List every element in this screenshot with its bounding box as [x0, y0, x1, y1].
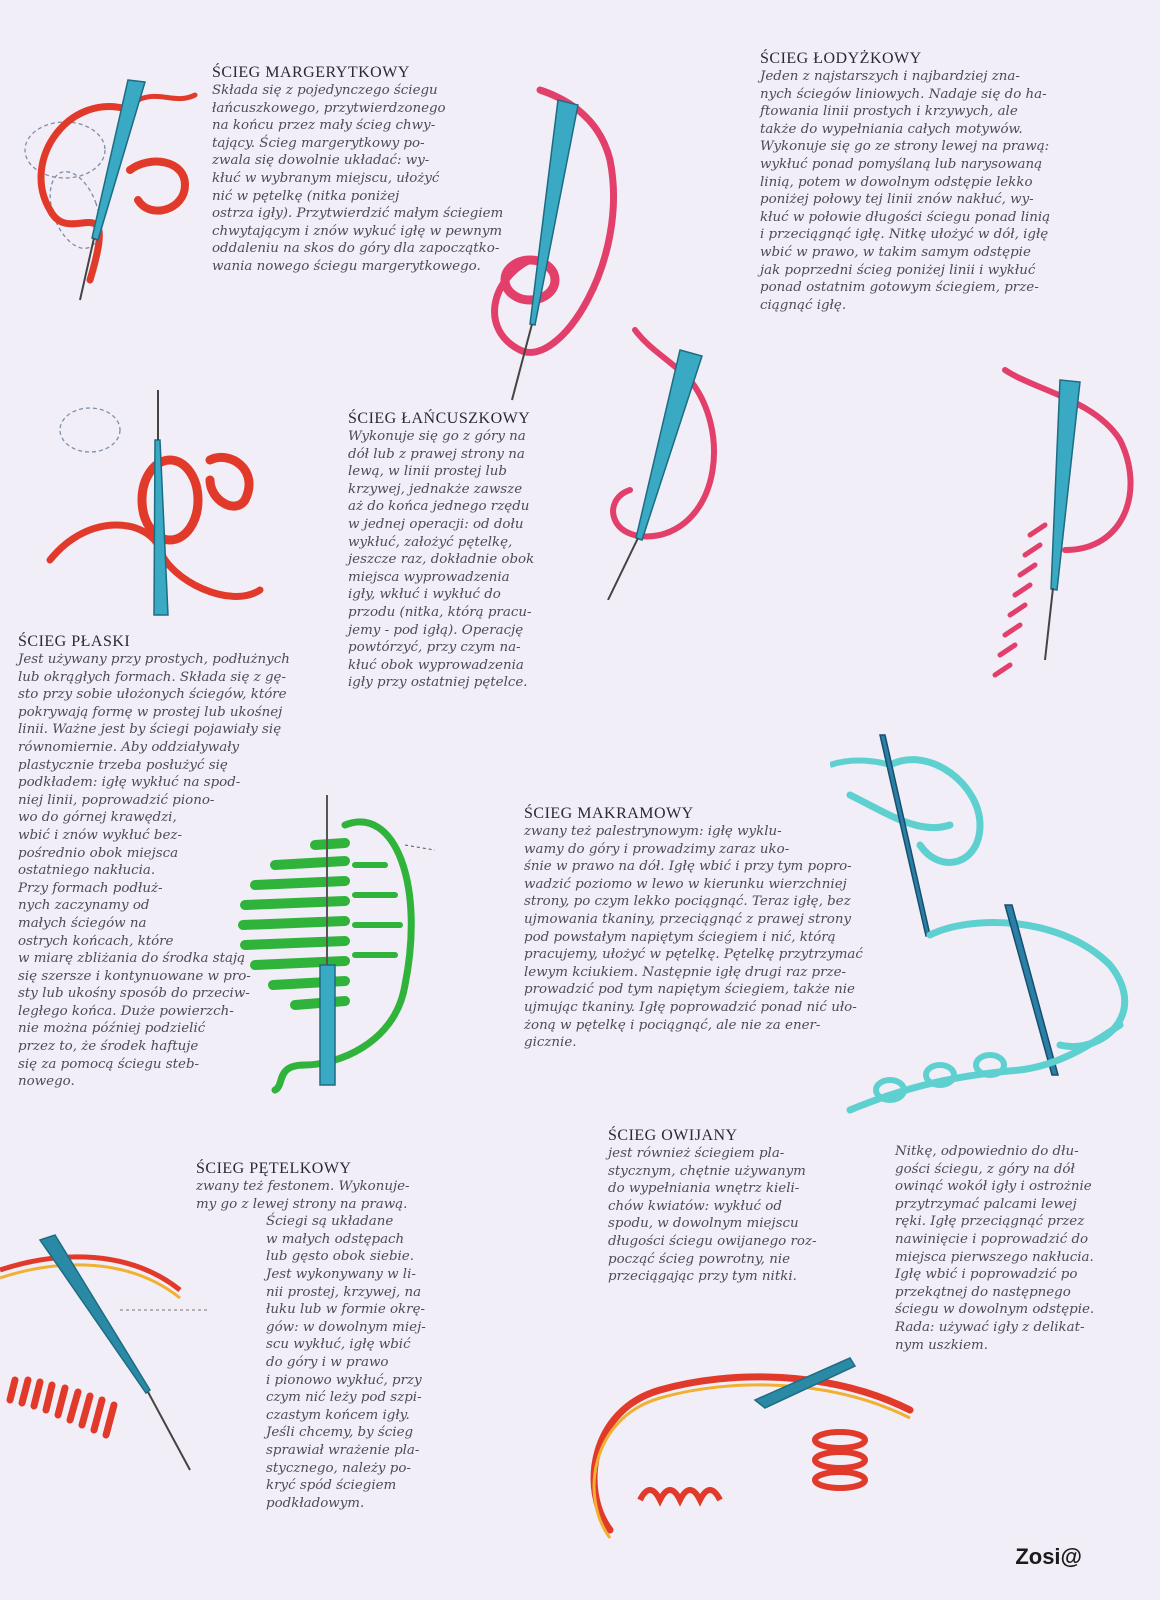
- owijany-section-continued: [895, 1143, 1094, 1354]
- lodyzkowy-illustration: [975, 360, 1150, 690]
- petelkowy-section: [196, 1160, 426, 1512]
- plaski-title: ŚCIEG PŁASKI: [18, 633, 131, 650]
- lodyzkowy-section: [760, 50, 1050, 314]
- owijany-text-b: Nitkę, odpowiednio do dłu- gości ściegu, z góry na dół owinąć wokół igły i ostrożnie przytrzymać palcami lewej ręki. Igłę przeciągnąć przez nawinięcie i poprowadzić do miejsca pierwszego nakłucia. Igłę wbić i poprowadzić po przekątnej do następnego ściegu w dowolnym odstępie. Rada: używać igły z delikat- nym uszkiem.: [895, 1144, 1095, 1353]
- petelkowy-title: ŚCIEG PĘTELKOWY: [196, 1160, 352, 1177]
- lancuszkowy-text: Wykonuje się go z góry na dół lub z prawej strony na lewą, w linii prostej lub krzywej, jednakże zawsze aż do końca jednego rzędu w jednej operacji: od dołu wykłuć, założyć pętelkę, jeszcze raz, dokładnie obok miejsca wyprowadzenia igły, wkłuć i wykłuć do przodu (nitka, którą pracu- jemy - pod igłą). Operację powtórzyć, przy czym na- kłuć obok wyprowadzenia igły przy ostatniej pętelce.: [348, 429, 535, 691]
- makramowy-section: [524, 805, 863, 1052]
- margerytkowy-illustration: [10, 60, 210, 320]
- makramowy-text: zwany też palestrynowym: igłę wyklu- wamy do góry i prowadzimy zaraz uko- śnie w prawo na dół. Igłę wbić i przy tym popro- wadzić poziomo w lewo w kierunku wierzchniej strony, po czym lekko pociągnąć. Teraz igłę, bez ujmowania tkaniny, przeciągnąć z prawej strony pod powstałym napiętym ściegiem i nić, którą pracujemy, ułożyć w pętelkę. Pętelkę przytrzymać lewym kciukiem. Następnie igłę drugi raz prze- prowadzić pod tym napiętym ściegiem, także nie ujmując tkaniny. Igłę poprowadzić ponad nić uło- żoną w pętelkę i pociągnąć, ale nie za ener- gicznie.: [524, 824, 863, 1051]
- lancuszkowy-illustration-2: [580, 320, 760, 600]
- plaski-text: Jest używany przy prostych, podłużnych lub okrągłych formach. Składa się z gę- sto przy sobie ułożonych ściegów, które pokrywają formę w prostej lub ukośnej linii. Ważne jest by ściegi pojawiały się równomiernie. Aby oddziaływały plastycznie trzeba posłużyć się podkładem: igłę wykłuć na spod- niej linii, poprowadzić piono- wo do górnej krawędzi, wbić i znów wykłuć bez- pośrednio obok miejsca ostatniego nakłucia. Przy formach podłuż- nych zaczynamy od małych ściegów na ostrych końcach, które w miarę zbliżania do środka stają się szersze i kontynuowane w pro- sty lub ukośny sposób do przeciw- ległego końca. Duże powierzch- nie można później podzielić przez to, że środek haftuje się za pomocą ściegu steb- nowego.: [18, 652, 290, 1090]
- margerytkowy-section: [212, 64, 503, 276]
- lodyzkowy-title: ŚCIEG ŁODYŻKOWY: [760, 50, 922, 67]
- plaski-section: [18, 633, 290, 1091]
- owijany-section: [608, 1127, 817, 1286]
- lodyzkowy-text: Jeden z najstarszych i najbardziej zna- nych ściegów liniowych. Nadaje się do ha- ftowania linii prostych i krzywych, ale także do wypełniania całych motywów. Wykonuje się go ze strony lewej na prawą: wykłuć ponad pomyślaną lub narysowaną linią, potem w dowolnym odstępie lekko poniżej połowy tej linii znów nakłuć, wy- kłuć w połowie długości ściegu ponad linią i przeciągnąć igłę. Nitkę ułożyć w dół, igłę wbić w prawo, w takim samym odstępie jak poprzedni ścieg poniżej linii i wykłuć ponad ostatnim gotowym ściegiem, prze- ciągnąć igłę.: [760, 69, 1051, 313]
- margerytkowy-title: ŚCIEG MARGERYTKOWY: [212, 64, 410, 81]
- lancuszkowy-title: ŚCIEG ŁAŃCUSZKOWY: [348, 410, 531, 427]
- lancuszkowy-illustration-3: [30, 380, 270, 630]
- petelkowy-text-a: zwany też festonem. Wykonuje- my go z lewej strony na prawą.: [196, 1179, 410, 1212]
- signature: Zosi@: [1015, 1544, 1082, 1569]
- lancuszkowy-section: [348, 410, 534, 692]
- makramowy-illustration: [830, 725, 1150, 1125]
- makramowy-title: ŚCIEG MAKRAMOWY: [524, 805, 694, 822]
- owijany-text-a: jest również ściegiem pla- stycznym, chętnie używanym do wypełniania wnętrz kieli- chów kwiatów: wykłuć od spodu, w dowolnym miejscu długości ściegu owijanego roz- począć ścieg powrotny, nie przeciągając przy tym nitki.: [608, 1146, 817, 1285]
- margerytkowy-text: Składa się z pojedynczego ściegu łańcuszkowego, przytwierdzonego na końcu przez mały ścieg chwy- tający. Ścieg margerytkowy po- zwala się dowolnie układać: wy- kłuć w wybranym miejscu, ułożyć nić w pętelkę (nitka poniżej ostrza igły). Przytwierdzić małym ściegiem chwytającym i znów wykuć igłę w pewnym oddaleniu na skos do góry dla zapoczątko- wania nowego ściegu margerytkowego.: [212, 83, 504, 274]
- owijany-illustration: [580, 1310, 920, 1540]
- petelkowy-text-b: Ściegi są układane w małych odstępach lub gęsto obok siebie. Jest wykonywany w li- nii prostej, krzywej, na łuku lub w formie okrę- gów: w dowolnym miej- scu wykłuć, igłę wbić do góry i w prawo i pionowo wykłuć, przy czym nić leży pod szpi- czastym końcem igły. Jeśli chcemy, by ścieg sprawiał wrażenie pla- stycznego, należy po- kryć spód ściegiem podkładowym.: [266, 1214, 426, 1511]
- owijany-title: ŚCIEG OWIJANY: [608, 1127, 738, 1144]
